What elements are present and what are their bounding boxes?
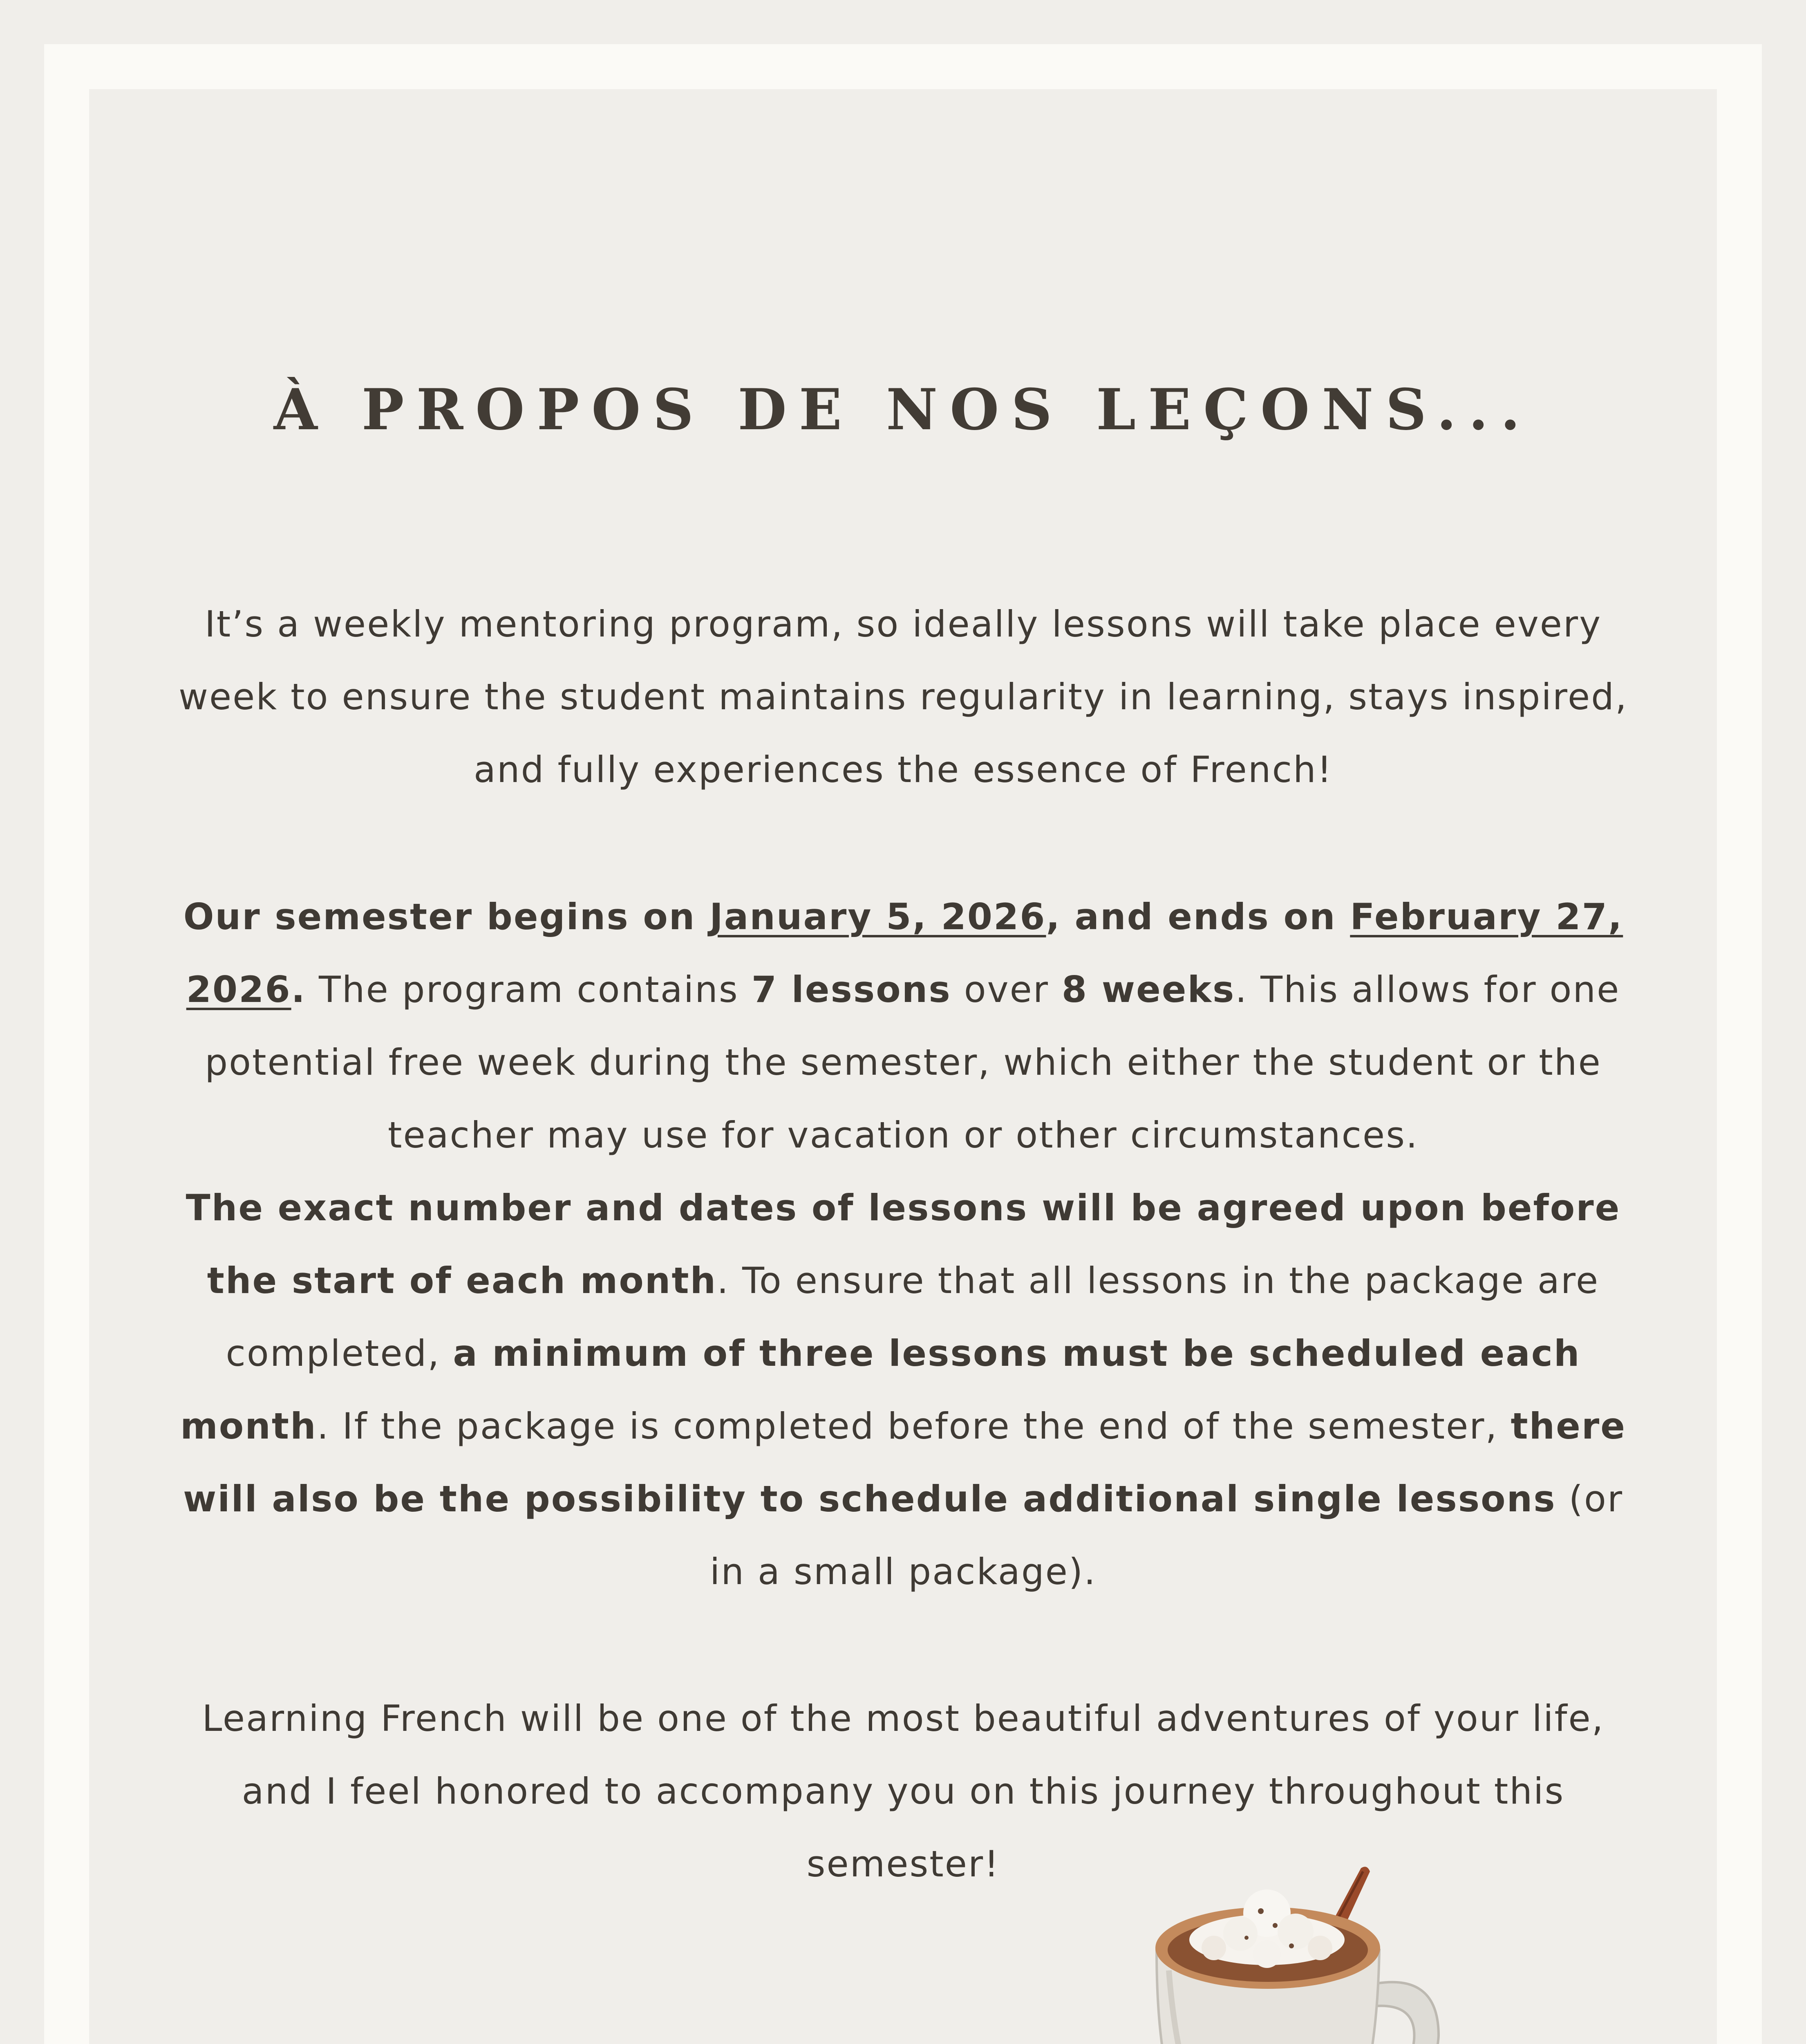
semester-intro: Our semester begins on [183, 896, 710, 938]
free-week-text: . This allows for one potential free week during the semester, which either the student or the teacher may use for vacation or other circumstances. [205, 968, 1620, 1156]
over-text: over [951, 968, 1062, 1011]
end-date: February 27, 2026 [186, 896, 1623, 1011]
program-text: The program contains [306, 968, 752, 1011]
week-count: 8 weeks [1061, 968, 1235, 1011]
hot-chocolate-mug-icon [1144, 1864, 1463, 2044]
page-title: À PROPOS DE NOS LEÇONS... [273, 376, 1533, 443]
agreement-note: The exact number and dates of lessons will be agreed upon before the start of each month [186, 1187, 1621, 1302]
start-date: January 5, 2026 [709, 896, 1046, 938]
closing-paragraph: Learning French will be one of the most beautiful adventures of your life, and I feel honored to accompany you on this journey throughout this semester! [202, 1697, 1605, 1885]
minimum-lessons-note: a minimum of three lessons must be scheduled each month [180, 1332, 1581, 1447]
small-package-text: (or in a small package). [709, 1478, 1623, 1593]
semester-intro-cont: , and ends on [1046, 896, 1350, 938]
period: . [291, 968, 307, 1011]
intro-paragraph: It’s a weekly mentoring program, so ideally lessons will take place every week to ensure the student maintains regularity in learning, stays inspired, and fully experiences the essence of French! [178, 603, 1628, 791]
package-text: . If the package is completed before the end of the semester, [317, 1405, 1511, 1447]
additional-lessons-note: there will also be the possibility to schedule additional single lessons [183, 1405, 1626, 1520]
lesson-count: 7 lessons [751, 968, 951, 1011]
completion-text: . To ensure that all lessons in the package are completed, [226, 1260, 1600, 1374]
semester-details-paragraph [176, 881, 1631, 1608]
